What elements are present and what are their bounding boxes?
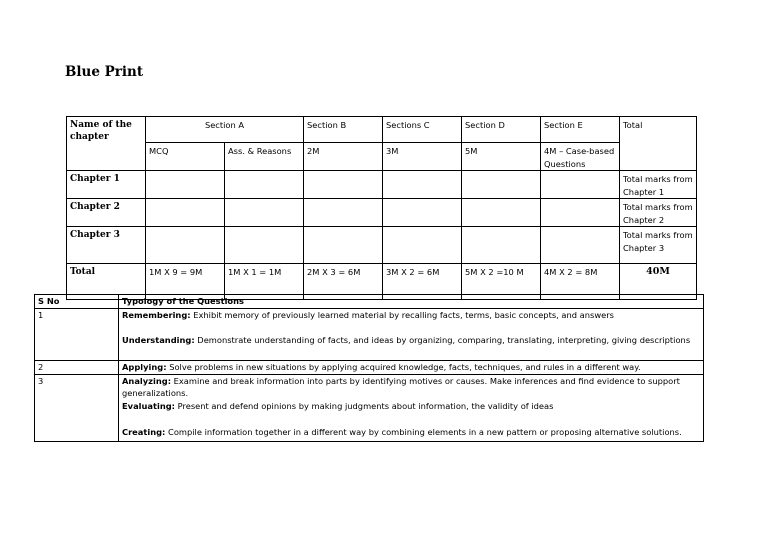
chapter-name: Chapter 2	[67, 199, 146, 227]
typology-row	[35, 374, 704, 441]
chapter-name: Chapter 3	[67, 227, 146, 264]
chapter-row	[67, 199, 697, 227]
section-d-total: 5M X 2 =10 M	[462, 264, 541, 300]
chapter-row	[67, 227, 697, 264]
typology-description: Present and defend opinions by making judgments about information, the validity of ideas	[175, 401, 554, 412]
row-number: 3	[35, 374, 119, 441]
typology-description: Solve problems in new situations by applying acquired knowledge, facts, techniques, and rules in a different way.	[166, 361, 641, 372]
blueprint-table	[66, 116, 697, 300]
chapter-name: Chapter 1	[67, 171, 146, 199]
blueprint-subheader-row	[67, 143, 697, 171]
ass-total: 1M X 1 = 1M	[225, 264, 304, 300]
typology-term: Understanding:	[122, 335, 195, 346]
typology-header-row	[35, 295, 704, 309]
section-c-header: Sections C	[383, 117, 462, 143]
typology-description: Demonstrate understanding of facts, and ideas by organizing, comparing, translating, interpreting, giving descriptions	[194, 335, 691, 346]
chapter-header: Name of the chapter	[67, 117, 146, 171]
ass-reasons-subheader: Ass. & Reasons	[225, 143, 304, 171]
section-e-header: Section E	[541, 117, 620, 143]
section-c-total: 3M X 2 = 6M	[383, 264, 462, 300]
row-number: 2	[35, 360, 119, 374]
section-e-marks: 4M – Case-based Questions	[541, 143, 620, 171]
typology-cell	[119, 360, 704, 374]
total-header: Total	[620, 117, 697, 171]
total-label: Total	[67, 264, 146, 300]
section-c-marks: 3M	[383, 143, 462, 171]
typology-description: Compile information together in a different way by combining elements in a new pattern or proposing alternative solutions.	[165, 426, 682, 437]
grand-total: 40M	[620, 264, 697, 300]
typology-row	[35, 308, 704, 360]
section-a-header: Section A	[146, 117, 304, 143]
chapter-total: Total marks from Chapter 1	[620, 171, 697, 199]
section-e-total: 4M X 2 = 8M	[541, 264, 620, 300]
chapter-row	[67, 171, 697, 199]
sno-header: S No	[35, 295, 119, 309]
mcq-subheader: MCQ	[146, 143, 225, 171]
typology-description: Examine and break information into parts by identifying motives or causes. Make inferences and find evidence to support generalizations.	[122, 375, 680, 399]
page-title: Blue Print	[65, 64, 144, 80]
blueprint-header-row	[67, 117, 697, 143]
typology-header: Typology of the Questions	[119, 295, 704, 309]
section-b-marks: 2M	[304, 143, 383, 171]
chapter-total: Total marks from Chapter 2	[620, 199, 697, 227]
typology-cell	[119, 374, 704, 441]
typology-term: Evaluating:	[122, 401, 175, 412]
section-b-header: Section B	[304, 117, 383, 143]
typology-table	[34, 294, 704, 442]
typology-term: Analyzing:	[122, 375, 172, 386]
typology-term: Applying:	[122, 361, 167, 372]
typology-description: Exhibit memory of previously learned material by recalling facts, terms, basic concepts, and answers	[190, 309, 614, 320]
typology-term: Remembering:	[122, 309, 191, 320]
section-d-header: Section D	[462, 117, 541, 143]
chapter-total: Total marks from Chapter 3	[620, 227, 697, 264]
typology-cell	[119, 308, 704, 360]
section-d-marks: 5M	[462, 143, 541, 171]
typology-term: Creating:	[122, 426, 166, 437]
typology-row	[35, 360, 704, 374]
mcq-total: 1M X 9 = 9M	[146, 264, 225, 300]
section-b-total: 2M X 3 = 6M	[304, 264, 383, 300]
row-number: 1	[35, 308, 119, 360]
